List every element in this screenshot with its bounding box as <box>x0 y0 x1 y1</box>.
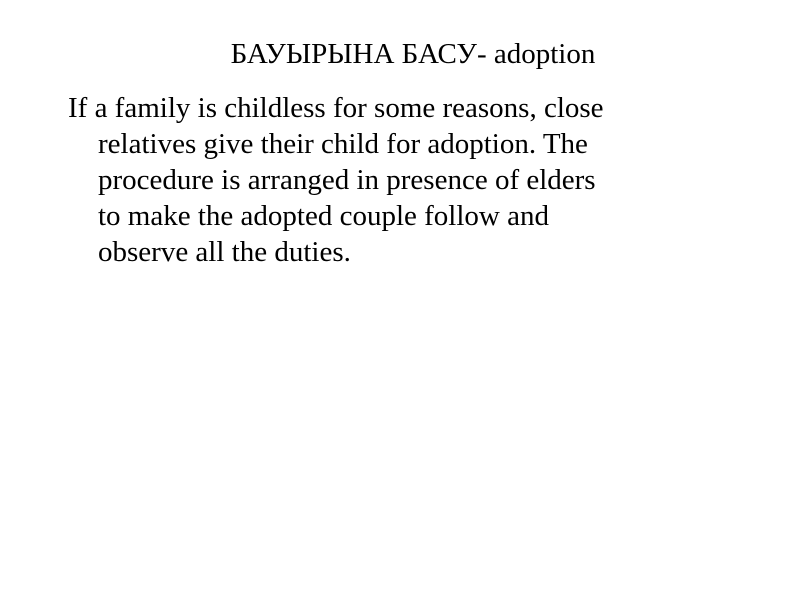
paragraph-line: relatives give their child for adoption. The <box>98 128 588 160</box>
paragraph-line: observe all the duties. <box>98 236 351 268</box>
paragraph-line: to make the adopted couple follow and <box>98 200 549 232</box>
slide-title: БАУЫРЫНА БАСУ- adoption <box>230 38 596 70</box>
paragraph-line: procedure is arranged in presence of elders <box>98 164 596 196</box>
paragraph-line: If a family is childless for some reasons, close <box>68 92 604 124</box>
slide-paragraph <box>68 90 748 270</box>
